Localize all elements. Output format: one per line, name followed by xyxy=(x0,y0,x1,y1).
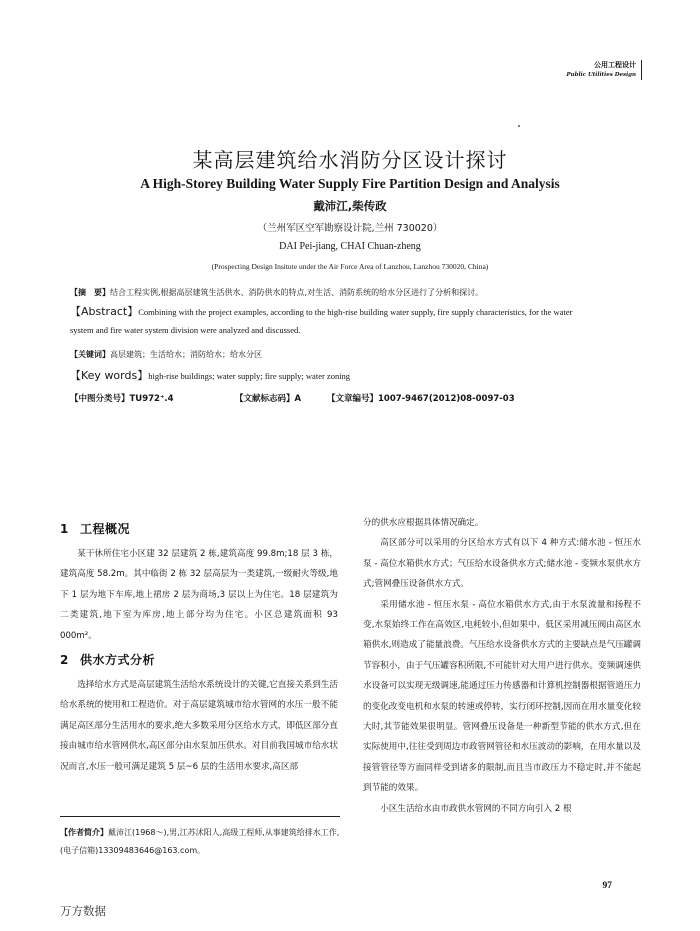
abstract-en-label: Abstract xyxy=(81,305,128,318)
section2-paragraph: 选择给水方式是高层建筑生活给水系统设计的关键,它直接关系到生活给水系统的使用和工程造价。对于高层建筑城市给水管网的水压一般不能满足高区部分生活用水的要求,绝大多数采用分区给水方式，即低区部分直接由城市给水管网供水,高区部分由水泵加压供水。对目前我国城市给水状况而言,水压一般可满足建筑 5 层~6 层的生活用水要求,高区部 xyxy=(60,680,338,772)
keywords-cn xyxy=(70,346,625,363)
title-cn: 某高层建筑给水消防分区设计探讨 xyxy=(192,148,508,172)
keywords-en-bracket-open: 【 xyxy=(70,369,81,382)
abstract-en xyxy=(70,303,625,339)
keywords-cn-text: 高层建筑；生活给水；消防给水；给水分区 xyxy=(110,350,262,359)
article-number: 【文章编号】1007-9467(2012)08-0097-03 xyxy=(327,394,515,404)
right-para-2: 高区部分可以采用的分区给水方式有以下 4 种方式:储水池 - 恒压水泵 - 高位水箱供水方式；气压给水设备供水方式;储水池 - 变频水泵供水方式;管网叠压设备供水方式。 xyxy=(363,538,641,590)
keywords-en-label: Key words xyxy=(81,369,138,382)
right-para-1: 分的供水应根据具体情况确定。 xyxy=(363,518,484,528)
title-en: A High-Storey Building Water Supply Fire Partition Design and Analysis xyxy=(140,176,560,191)
clc-number: 【中图分类号】TU972⁺.4 xyxy=(70,394,174,404)
journal-mark xyxy=(567,60,642,80)
affiliation-en: (Prospecting Design Insitute under the Air Force Area of Lanzhou, Lanzhou 730020, China) xyxy=(211,262,489,271)
abstract-en-text-1: Combining with the project examples, according to the high-rise building water supply, fire supply characteristics, for the water xyxy=(138,307,573,317)
abstract-cn-text: 结合工程实例,根据高层建筑生活供水、消防供水的特点,对生活、消防系统的给水分区进行了分析和探讨。 xyxy=(110,288,484,297)
section1-title: 工程概况 xyxy=(80,522,131,536)
section1-paragraph: 某干休所住宅小区建 32 层建筑 2 栋,建筑高度 99.8m;18 层 3 栋，建筑高度 58.2m。其中临街 2 栋 32 层高层为一类建筑,一级耐火等级,地下 1 层为地下车库,地上裙房 2 层为商场,3 层以上为住宅。18 层建筑为二类建筑,地下室为库房,地上部分均为住宅。小区总建筑面积 93 000m²。 xyxy=(60,549,338,641)
authors-cn: 戴沛江,柴传政 xyxy=(313,199,387,213)
keywords-cn-label: 【关键词】 xyxy=(70,349,110,359)
abstract-cn-label: 【摘 要】 xyxy=(70,287,110,297)
author-note xyxy=(60,824,340,860)
section2-number: 2 xyxy=(60,653,69,668)
section2-title: 供水方式分析 xyxy=(80,653,156,668)
authors-en: DAI Pei-jiang, CHAI Chuan-zheng xyxy=(279,241,421,252)
right-para-3: 采用储水池 - 恒压水泵 - 高位水箱供水方式,由于水泵流量和扬程不变,水泵始终工作在高效区,电耗较小,但如果中、低区采用减压阀由高区水箱供水,则造成了能量浪费。气压给水设备供水方式的主要缺点是气压罐调节容积小，由于气压罐容积所限,不可能针对大用户进行供水。变频调速供水设备可以实现无级调速,能通过压力传感器和计算机控制器根据管道压力的变化改变电机和水泵的转速或停转，实行闭环控制,因而在用水量变化较大时,其节能效果很明显。管网叠压设备是一种新型节能的供水方式,但在实际使用中,往往受到周边市政管网管径和水压波动的影响，在用水量以及接管管径等方面同样受到诸多的限制,而且当市政压力不稳定时,并不能起到节能的效果。 xyxy=(363,599,641,794)
abstract-en-text-2: system and fire water system division were analyzed and discussed. xyxy=(70,325,301,335)
section2-heading xyxy=(60,650,338,670)
abstract-en-bracket-close: 】 xyxy=(127,305,139,318)
left-column xyxy=(60,519,338,777)
footnote-rule xyxy=(60,816,340,817)
right-column xyxy=(363,513,641,819)
author-note-label: 【作者简介】 xyxy=(60,828,108,837)
section1-number: 1 xyxy=(60,522,69,536)
journal-name-cn: 公用工程设计 xyxy=(594,60,636,69)
author-note-text: 戴沛江(1968～),男,江苏沭阳人,高级工程师,从事建筑给排水工作,(电子信箱)13309483646@163.com。 xyxy=(60,828,340,855)
section1-heading xyxy=(60,519,338,539)
page-number: 97 xyxy=(602,881,612,891)
keywords-en-bracket-close: 】 xyxy=(137,369,149,382)
journal-name-en: Public Utilities Design xyxy=(566,72,636,78)
print-speck xyxy=(518,125,520,127)
abstract-cn xyxy=(70,284,625,301)
document-code: 【文献标志码】A xyxy=(235,394,302,404)
keywords-en-text: high-rise buildings; water supply; fire supply; water zoning xyxy=(148,371,351,381)
keywords-en xyxy=(70,367,625,385)
abstract-en-bracket-open: 【 xyxy=(70,305,81,318)
watermark: 万方数据 xyxy=(60,904,106,918)
right-para-4: 小区生活给水由市政供水管网的不同方向引入 2 根 xyxy=(380,803,572,814)
affiliation-cn: （兰州军区空军勘察设计院,兰州 730020） xyxy=(257,223,443,234)
